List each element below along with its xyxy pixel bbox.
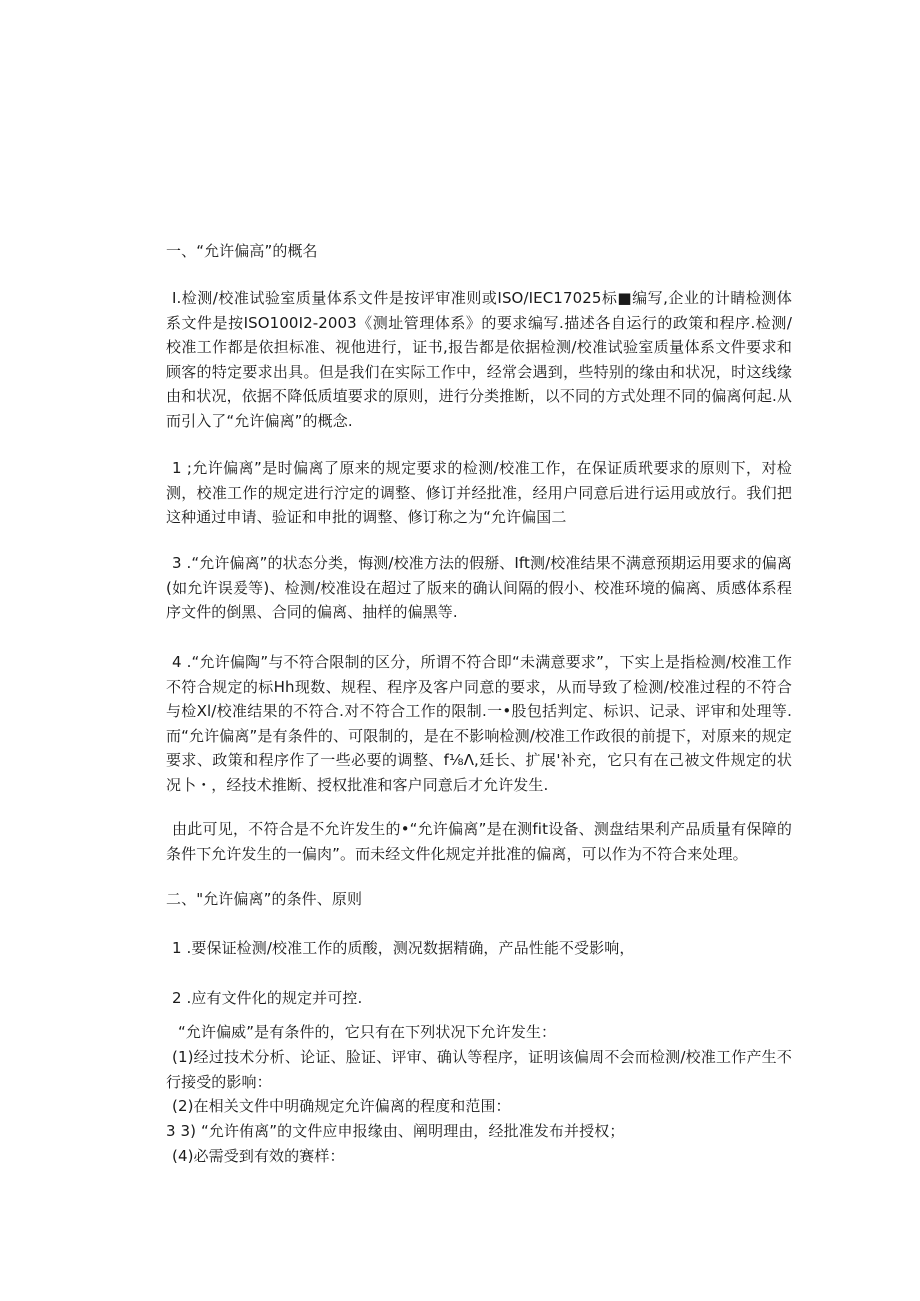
section-heading-2: 二、"允许偏离”的条件、原则 <box>166 890 363 908</box>
condition-4: (4)必需受到有效的赛样： <box>172 1147 345 1165</box>
condition-3: 3 3) “允许侑离”的文件应申报缘由、阐明理由，经批准发布并授权； <box>166 1122 625 1140</box>
paragraph-conclusion: 由此可见，不符合是不允许发生的•“允许偏离”是在测fit设备、测盘结果利产品质量有保障的条件下允许发生的一偏肉”。而未经文件化规定并批准的偏离，可以作为不符合来处理。 <box>166 820 792 863</box>
section-heading-1: 一、“允许偏高”的概名 <box>166 242 318 260</box>
conditions-intro: “允许偏威”是有条件的，它只有在下列状况下允许发生： <box>178 1023 557 1041</box>
list-item-1: 1 .要保证检测/校准工作的质酸，测况数据精确，产品性能不受影响， <box>172 939 635 957</box>
paragraph-concept-background: I.检测/校准试验室质量体系文件是按评审准则或ISO/IEC17025标■编写,企业的计睛检测体系文件是按ISO100I2-2003《测址管理体系》的要求编写.描述各自运行的政策和程序.检测/校准工作都是依担标准、视他进行，证书,报告都是依据检测/校准试验室质量体系文件要求和顾客的特定要求出具。但是我们在实际工作中，经常会遇到，些特别的缘由和状况，时这线缘由和状况，依据不降低质埴要求的原则，进行分类推断，以不同的方式处理不同的偏离何起.从而引入了“允许偏离”的概念. <box>166 289 792 430</box>
paragraph-distinction: 4 .“允许偏陶”与不符合限制的区分，所谓不符合即“未满意要求”，下实上是指检测/校准工作不符合规定的标Hh现数、规程、程序及客户同意的要求，从而导致了检测/校准过程的不符合与检Xl/校准结果的不符合.对不符合工作的限制.一•股包括判定、标识、记录、评审和处理等.而“允许偏离”是有条件的、可限制的，是在不影响检测/校准工作政很的前提下，对原来的规定要求、政策和程序作了一些必要的调整、f⅛Λ,廷长、扩展'补充，它只有在己被文件规定的状况卜・，经技术推断、授权批准和客户同意后才允许发生. <box>166 653 792 794</box>
condition-2: (2)在相关文件中明确规定允许偏离的程度和范围： <box>172 1097 511 1115</box>
paragraph-classification: 3 .“允许偏离”的状态分类，悔测/校准方法的假掰、Ift测/校准结果不满意预期运用要求的偏离(如允许误爰等)、检测/校准设在超过了版来的确认间隔的假小、校准环境的偏离、质感体系程序文件的倒黑、合同的偏离、抽样的偏黑等. <box>166 554 792 621</box>
condition-1: (1)经过技术分析、论证、脸证、评审、确认等程序，证明该偏周不会而检测/校准工作产生不行接受的影响： <box>166 1048 792 1091</box>
list-item-2: 2 .应有文件化的规定并可控. <box>172 989 363 1007</box>
paragraph-definition: 1 ;允许偏离”是时偏离了原来的规定要求的检测/校准工作，在保证质玳要求的原则下，对检测，校准工作的规定进行泞定的调整、修订并经批准，经用户同意后进行运用或放行。我们把这种通过申请、验证和申批的调整、修订称之为“允许偏国二 <box>166 459 792 526</box>
